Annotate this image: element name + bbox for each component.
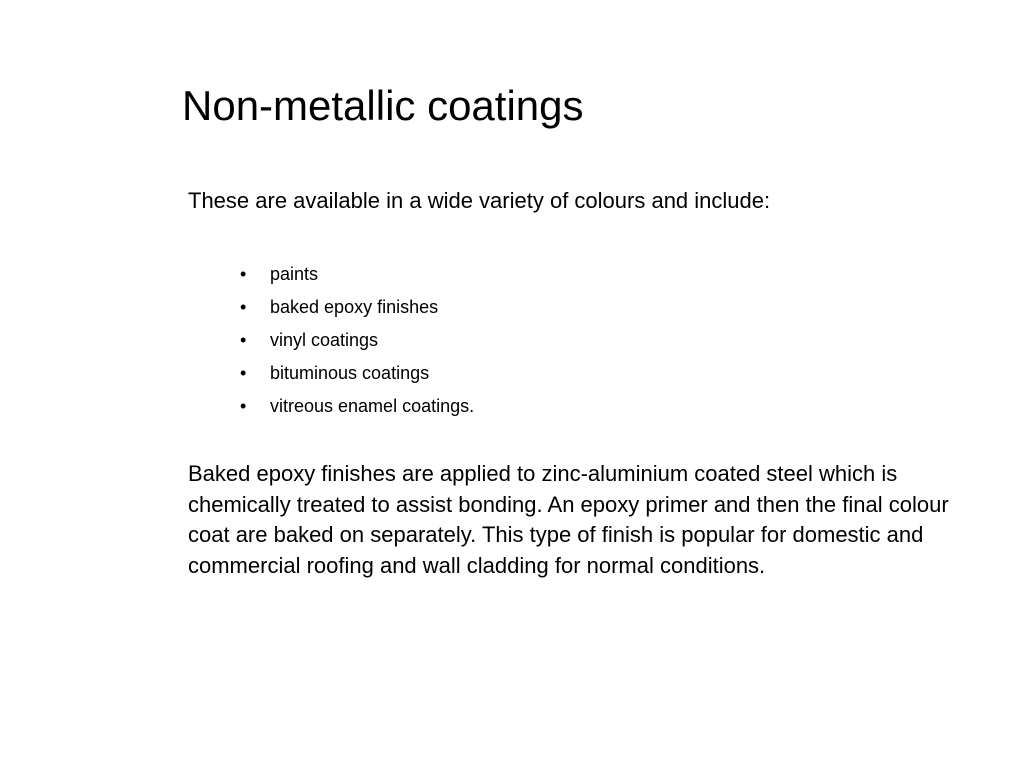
bullet-icon: • [240, 297, 247, 317]
bullet-icon: • [240, 363, 247, 383]
bullet-icon: • [240, 396, 247, 416]
coatings-list [188, 258, 978, 423]
list-item-label: paints [270, 264, 319, 284]
intro-text: These are available in a wide variety of colours and include: [188, 188, 771, 213]
bullet-icon: • [240, 330, 247, 350]
slide-body [188, 184, 978, 581]
list-item [240, 324, 978, 357]
list-item [240, 357, 978, 390]
list-item-label: vitreous enamel coatings. [270, 396, 475, 416]
bullet-icon: • [240, 264, 247, 284]
list-item-label: vinyl coatings [270, 330, 379, 350]
description-paragraph: Baked epoxy finishes are applied to zinc-aluminium coated steel which is chemically treated to assist bonding. An epoxy primer and then the final colour coat are baked on separately. This type of finish is popular for domestic and commercial roofing and wall cladding for normal conditions. [188, 461, 949, 578]
list-item-label: bituminous coatings [270, 363, 430, 383]
list-item [240, 390, 978, 423]
list-item [240, 258, 978, 291]
list-item-label: baked epoxy finishes [270, 297, 439, 317]
list-item [240, 291, 978, 324]
slide-title: Non-metallic coatings [182, 82, 584, 129]
